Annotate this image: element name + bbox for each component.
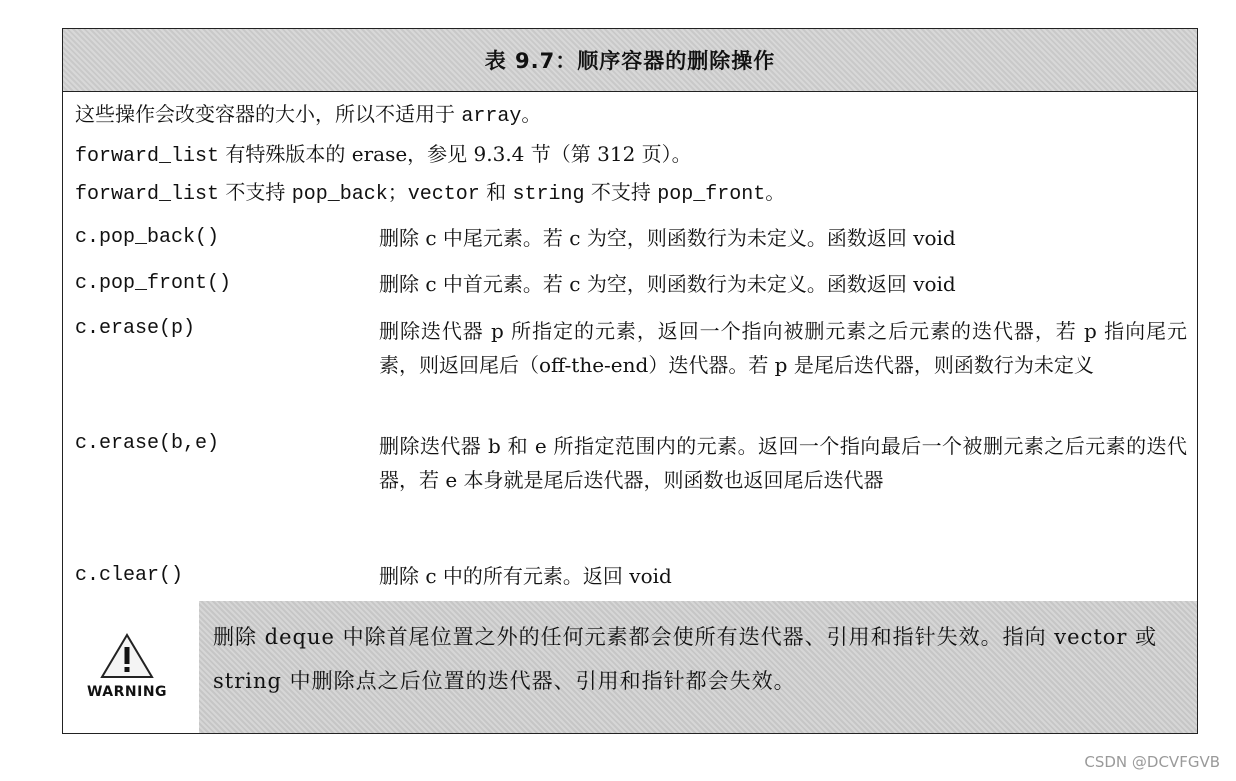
note-text: 。 bbox=[765, 180, 786, 204]
table-title bbox=[63, 29, 1197, 92]
watermark: CSDN @DCVFGVB bbox=[1084, 753, 1220, 771]
operation-name: c.erase(p) bbox=[75, 317, 196, 340]
operation-description: 删除 c 中首元素。若 c 为空，则函数行为未定义。函数返回 void bbox=[379, 272, 956, 296]
note-line-1 bbox=[75, 99, 541, 132]
warning-label: WARNING bbox=[86, 684, 168, 700]
note-code: vector bbox=[407, 183, 480, 206]
operation-name: c.pop_front() bbox=[75, 272, 232, 295]
operation-name: c.clear() bbox=[75, 564, 184, 587]
warning-icon-area bbox=[63, 601, 191, 731]
warning-block bbox=[63, 601, 1197, 733]
note-line-2 bbox=[75, 139, 692, 172]
operation-description: 删除迭代器 p 所指定的元素，返回一个指向被删元素之后元素的迭代器，若 p 指向尾元素，则返回尾后（off-the-end）迭代器。若 p 是尾后迭代器，则函数行为未定义 bbox=[379, 319, 1187, 377]
note-line-3 bbox=[75, 177, 785, 210]
operation-name: c.erase(b,e) bbox=[75, 432, 220, 455]
warning-triangle-icon bbox=[99, 632, 155, 680]
operation-description: 删除 c 中的所有元素。返回 void bbox=[379, 564, 672, 588]
note-code: pop_back bbox=[291, 183, 388, 206]
note-text: 和 bbox=[479, 180, 513, 204]
note-text: 不支持 bbox=[584, 180, 658, 204]
note-code: forward_list bbox=[75, 145, 220, 168]
note-code: string bbox=[512, 183, 585, 206]
note-code: pop_front bbox=[657, 183, 766, 206]
note-text: 有特殊版本的 erase，参见 9.3.4 节（第 312 页）。 bbox=[219, 142, 692, 166]
warning-text: 删除 deque 中除首尾位置之外的任何元素都会使所有迭代器、引用和指针失效。指向 vector 或 string 中删除点之后位置的迭代器、引用和指针都会失效。 bbox=[199, 601, 1197, 733]
operation-description: 删除迭代器 b 和 e 所指定范围内的元素。返回一个指向最后一个被删元素之后元素的迭代器，若 e 本身就是尾后迭代器，则函数也返回尾后迭代器 bbox=[379, 434, 1187, 492]
operation-description: 删除 c 中尾元素。若 c 为空，则函数行为未定义。函数返回 void bbox=[379, 226, 956, 250]
note-text: 。 bbox=[521, 102, 542, 126]
note-code: array bbox=[461, 105, 522, 128]
table-frame bbox=[62, 28, 1198, 734]
operation-name: c.pop_back() bbox=[75, 226, 220, 249]
note-text: 这些操作会改变容器的大小，所以不适用于 bbox=[75, 102, 462, 126]
note-code: forward_list bbox=[75, 183, 220, 206]
note-text: 不支持 bbox=[219, 180, 292, 204]
table-title-text: 表 9.7：顺序容器的删除操作 bbox=[484, 49, 776, 73]
note-text: ； bbox=[387, 180, 408, 204]
